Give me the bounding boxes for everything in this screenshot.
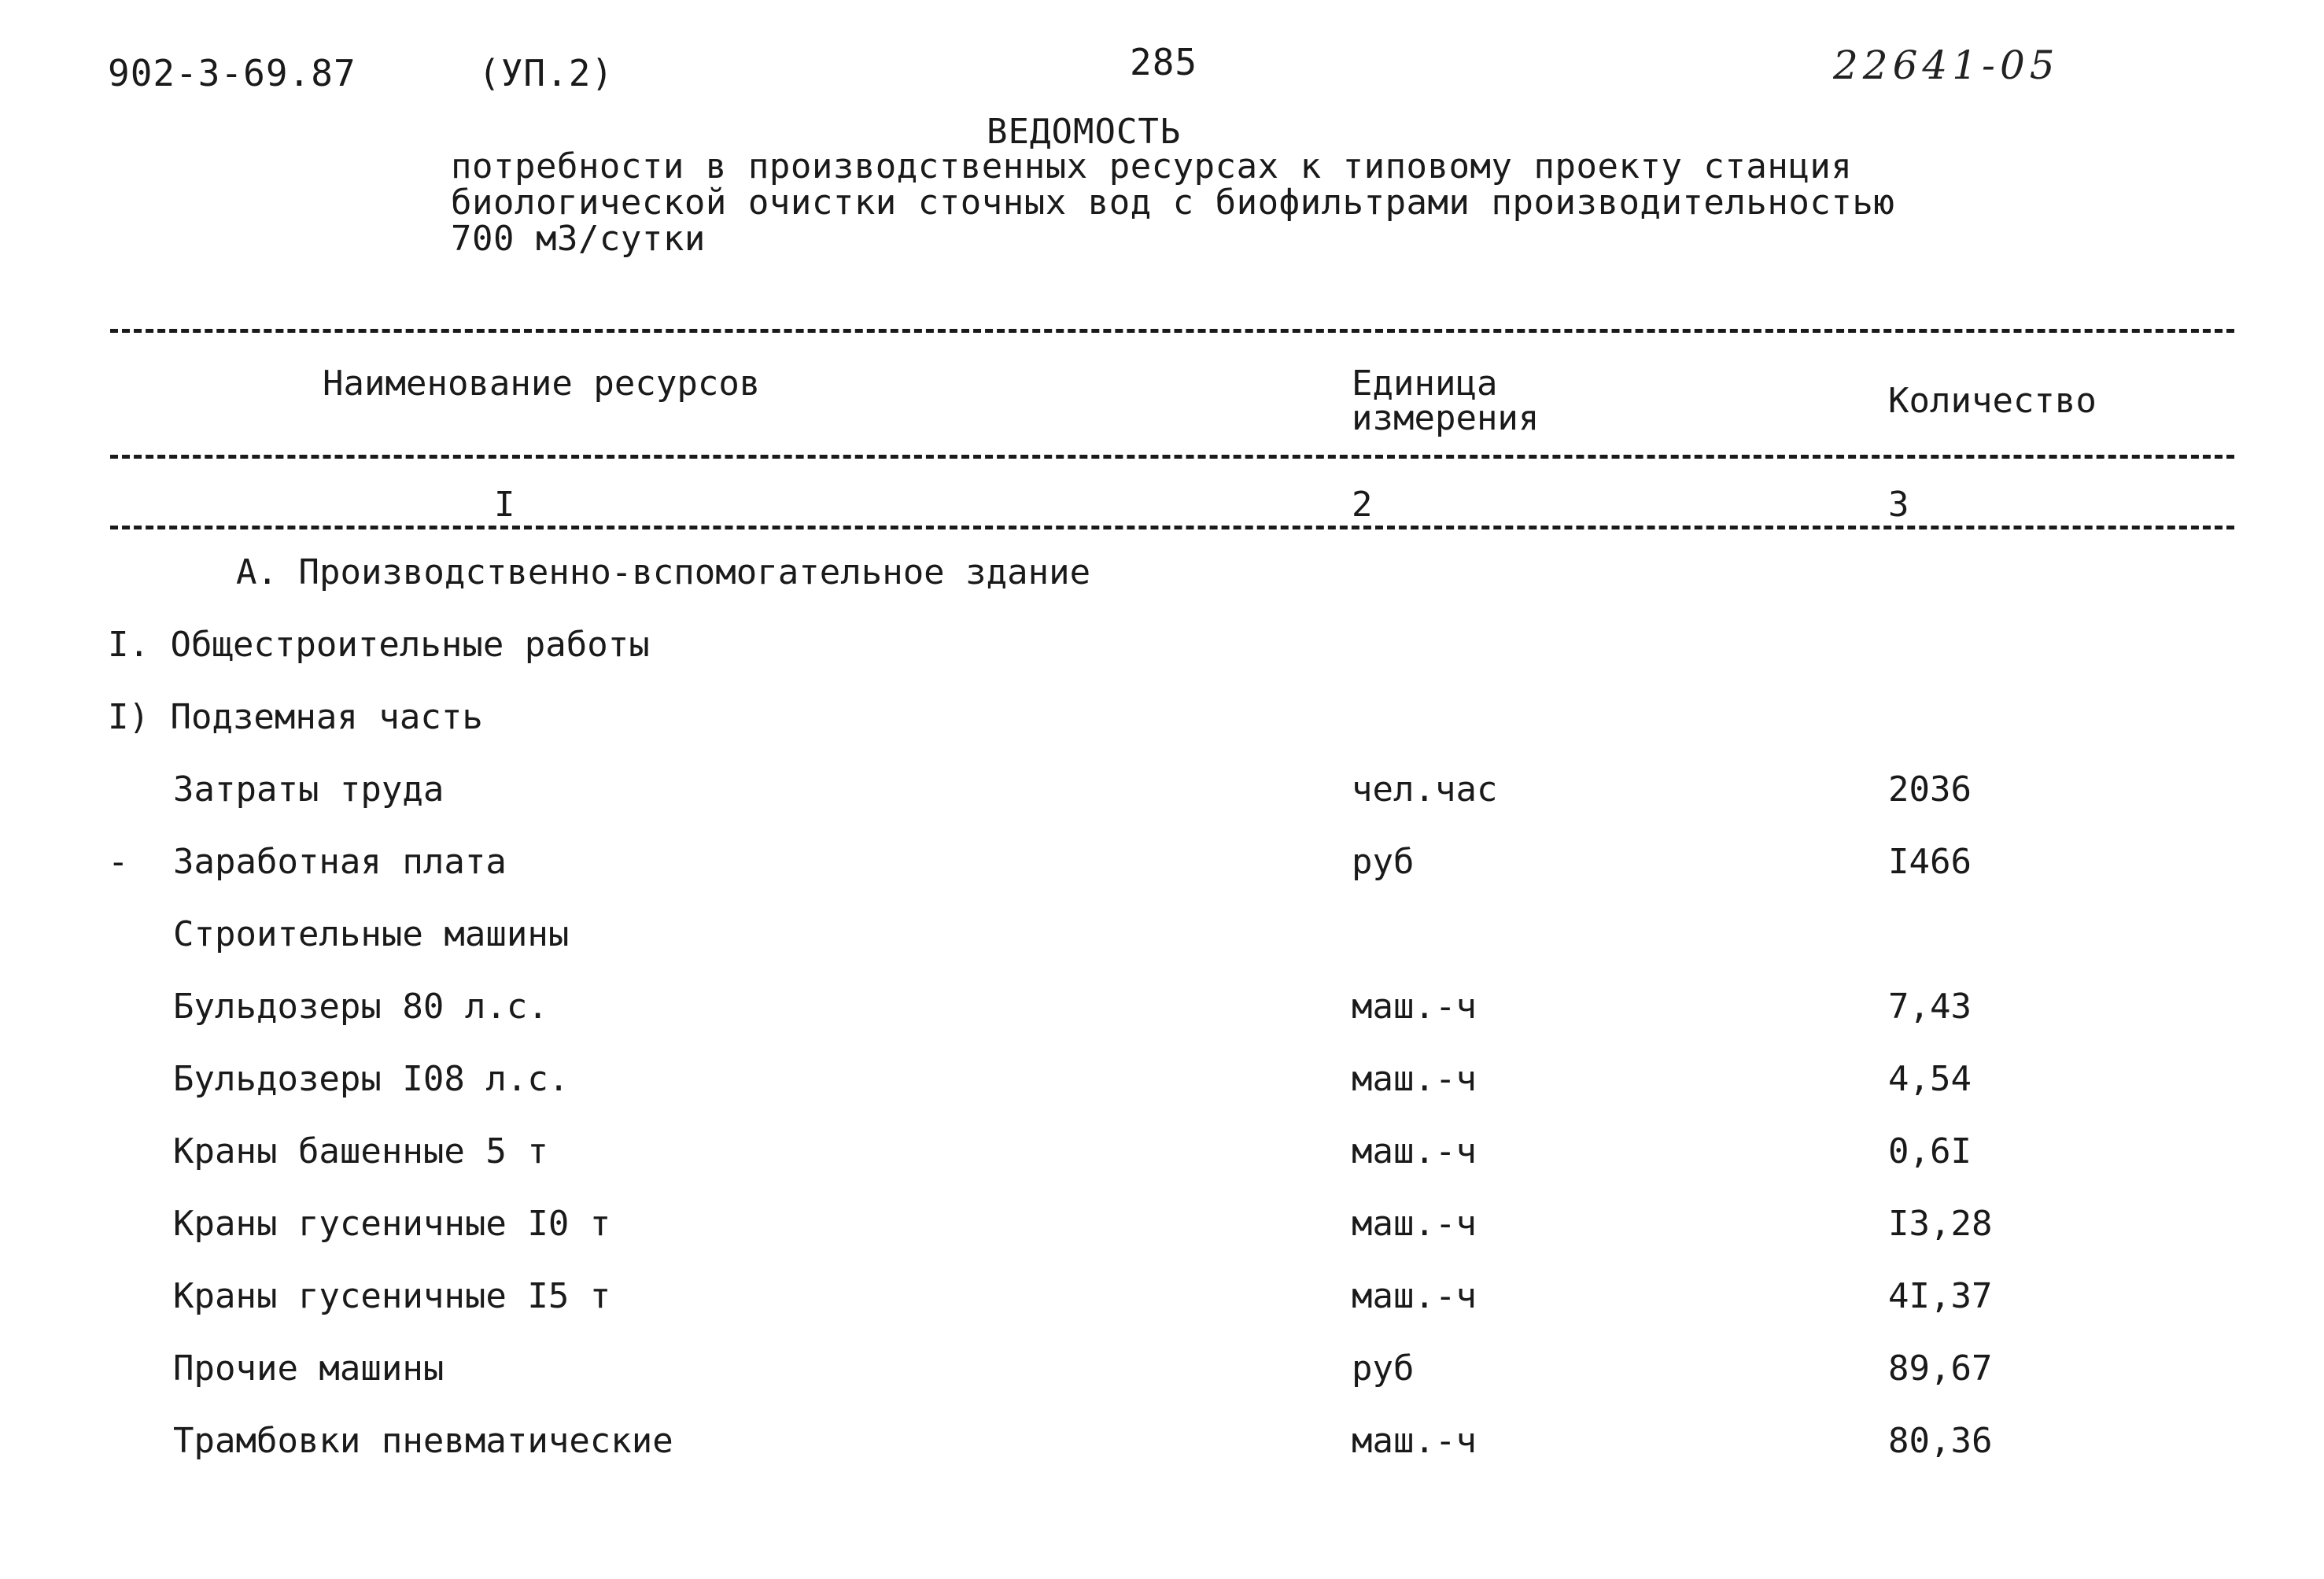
resource-name: Краны гусеничные I0 т [173,1204,611,1244]
resource-name: Затраты труда [173,769,445,810]
title-line-3: 700 м3/сутки [451,219,706,259]
column-number-3: 3 [1888,485,1909,525]
title-line-2: биологической очистки сточных вод с биофильтрами производительностью [451,183,1895,223]
title-line-1: потребности в производственных ресурсах к типовому проекту станция [451,146,1853,186]
resource-quantity: 89,67 [1888,1348,1993,1389]
section-part: I) Подземная часть [108,697,483,737]
resource-unit: маш.-ч [1352,1421,1477,1461]
resource-unit: маш.-ч [1352,1059,1477,1099]
resource-quantity: I3,28 [1888,1204,1993,1244]
resource-quantity: 0,6I [1888,1131,1972,1171]
resource-unit: руб [1352,1348,1415,1389]
column-number-1: I [494,485,515,525]
column-header-quantity: Количество [1888,381,2097,421]
numbers-bottom-rule [110,526,2234,529]
document-heading: ВЕДОМОСТЬ [987,112,1182,152]
resource-unit: руб [1352,842,1415,882]
table-top-rule [110,329,2234,333]
resource-name: Бульдозеры 80 л.с. [173,987,548,1027]
inventory-number: 22641-05 [1833,42,2060,88]
page-number: 285 [1130,41,1198,83]
resource-name: Бульдозеры I08 л.с. [173,1059,570,1099]
resource-unit: чел.час [1352,769,1498,810]
resource-quantity: 80,36 [1888,1421,1993,1461]
column-header-unit-line2: измерения [1352,398,1540,438]
resource-quantity: 7,43 [1888,987,1972,1027]
resource-unit: маш.-ч [1352,987,1477,1027]
header-bottom-rule [110,455,2234,459]
resource-quantity: 4I,37 [1888,1276,1993,1316]
column-header-unit-line1: Единица [1352,363,1498,404]
resource-name: Краны гусеничные I5 т [173,1276,611,1316]
resource-name: Заработная плата [173,842,507,882]
section-building: А. Производственно-вспомогательное здание [236,552,1091,592]
column-header-name: Наименование ресурсов [323,363,761,404]
resource-name: Строительные машины [173,914,570,954]
resource-unit: маш.-ч [1352,1131,1477,1171]
row-marker: - [108,842,129,882]
resource-quantity: 4,54 [1888,1059,1972,1099]
resource-quantity: I466 [1888,842,1972,882]
resource-unit: маш.-ч [1352,1204,1477,1244]
resource-name: Краны башенные 5 т [173,1131,548,1171]
resource-quantity: 2036 [1888,769,1972,810]
section-works: I. Общестроительные работы [108,625,650,665]
document-code: 902-3-69.87 [108,52,356,94]
resource-name: Прочие машины [173,1348,445,1389]
album-label: (УП.2) [478,52,614,94]
column-number-2: 2 [1352,485,1373,525]
resource-name: Трамбовки пневматические [173,1421,673,1461]
resource-unit: маш.-ч [1352,1276,1477,1316]
